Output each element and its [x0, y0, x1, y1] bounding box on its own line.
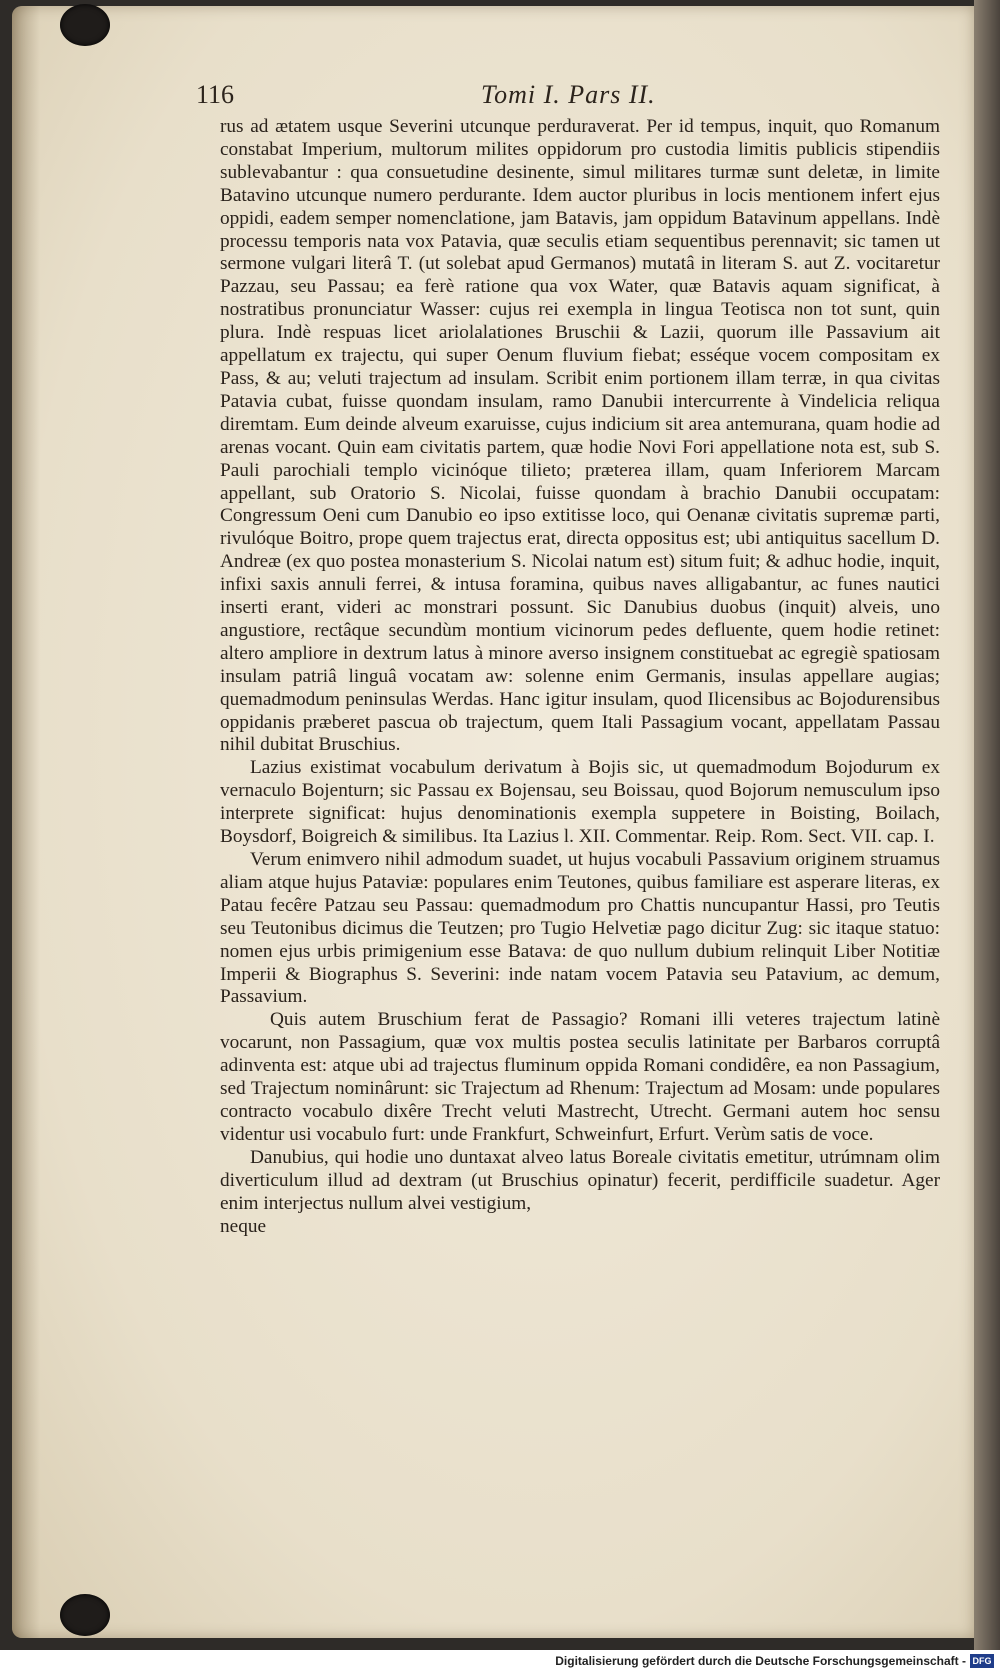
page-gutter-shadow [12, 6, 40, 1638]
dfg-logo: DFG [970, 1654, 994, 1668]
page-edge [974, 0, 1000, 1672]
catchword: neque [220, 1215, 267, 1237]
page-number: 116 [196, 80, 235, 109]
paragraph: Danubius, qui hodie uno duntaxat alveo latus Boreale civitatis emetitur, utrúmnam olim diverticulum illud ad dextram (ut Bruschius opinatur) fecerit, perdifficile suadetur. Ager enim interjectus nullum alvei vestigium, [220, 1146, 940, 1214]
paragraph: rus ad ætatem usque Severini utcunque perduraverat. Per id tempus, inquit, quo Romanum constabat Imperium, multorum milites oppidorum pro custodia limitis publicis stipendiis sublevabantur : qua consuetudine desinente, simul militares turmæ sunt deletæ, in limite Batavino utcunque numero perdurante. Idem auctor pluribus in locis mentionem infert ejus oppidi, eadem semper nomenclatione, jam Batavis, jam oppidum Batavinum appellans. Indè processu temporis nata vox Patavia, quæ seculis etiam sequentibus perennavit; sic tamen ut sermone vulgari literâ T. (ut solebat apud Germanos) mutatâ in literam S. aut Z. vocitaretur Pazzau, seu Passau; ea ferè ratione qua vox Water, quæ Batavis aquam significat, à nostratibus pronunciatur Wasser: cujus rei exempla in lingua Teotisca non tot sunt, quin plura. Indè respuas licet ariolalationes Bruschii & Lazii, quorum ille Passavium ait appellatum ex trajectu, qui super Oenum fluvium fiebat; esséque vocem compositam ex Pass, & au; veluti trajectum ad insulam. Scribit enim portionem illam terræ, in qua civitas Patavia cubat, fuisse quondam insulam, ramo Danubii intercurrente à Vindelicia reliqua diremtam. Eum deinde alveum exaruisse, cujus indicium sit area antemurana, quam hodie ad arenas vocant. Quin eam civitatis partem, quæ hodie Novi Fori appellatione nota est, sub S. Pauli parochiali templo vicinóque tilieto; prætereа illam, quam Inferiorem Marcam appellant, sub Oratorio S. Nicolai, fuisse quondam à brachio Danubii occupatam: Congressum Oeni cum Danubio eo ipso extitisse loco, qui Oenanæ civitatis supremæ parti, rivulóque Boitro, prope quem trajectus erat, directa oppositus est; ubi antiquitus sacellum D. Andreæ (ex quo postea monasterium S. Nicolai natum est) situm fuit; & adhuc hodie, inquit, infixi saxis annuli ferrei, & intusa foramina, quibus naves alligabantur, ac funes nautici inserti erant, videri ac monstrari possunt. Sic Danubius duobus (inquit) alveis, uno angustiore, rectâque secundùm montium vicinorum pedes defluente, quem hodie retinet: altero ampliore in dextrum latus à minore averso insignem constituebat ac egregiè spatiosam insulam patriâ linguâ vocatam aw: solenne enim Germanis, insulas appellare augias; quemadmodum peninsulas Werdas. Hanc igitur insulam, quod Ilicensibus ac Bojodurensibus oppidanis præberet pascua ob trajectum, quem Itali Passagium vocant, appellatam Passau nihil dubitat Bruschius. [220, 116, 940, 756]
paragraph: Quis autem Bruschium ferat de Passagio? Romani illi veteres trajectum latinè vocarunt, non Passagium, quæ vox multis postea seculis latinitate per Barbaros corruptâ adinventa est: atque ubi ad trajectus fluminum oppida Romani condidêre, ea non Passagium, sed Trajectum nominârunt: sic Trajectum ad Rhenum: Trajectum ad Mosam: unde populares contracto vocabulo dixêre Trecht veluti Mastrecht, Utrecht. Germani autem hoc sensu videntur usi vocabulo furt: unde Frankfurt, Schweinfurt, Erfurt. Verùm satis de voce. [220, 1009, 940, 1145]
paragraph: Verum enimvero nihil admodum suadet, ut hujus vocabuli Passavium originem struamus aliam atque hujus Pataviæ: populares enim Teutones, quibus familiare est asperare literas, ex Patau fecêre Patzau seu Passau: quemadmodum pro Chattis nuncupantur Hassi, pro Teutis seu Teutonibus dicimus die Teutzen; pro Tugio Helvetiæ pago dicitur Zug: sic itaque statuo: nomen ejus urbis primigenium esse Batava: de quo nullum dubium relinquit Liber Notitiæ Imperii & Biographus S. Severini: inde natam vocem Patavia seu Patavium, ac demum, Passavium. [220, 849, 940, 1008]
body-text [220, 116, 940, 1238]
running-title: Tomi I. Pars II. [481, 80, 656, 109]
page-header [196, 80, 876, 116]
punch-hole-bottom [60, 1594, 110, 1636]
punch-hole-top [60, 4, 110, 46]
footer-credit: Digitalisierung gefördert durch die Deutsche Forschungsgemeinschaft - [555, 1654, 966, 1668]
footer-bar [0, 1650, 1000, 1672]
paragraph: Lazius existimat vocabulum derivatum à Bojis sic, ut quemadmodum Bojodurum ex vernaculo Bojenturn; sic Passau ex Bojensau, seu Boissau, quod Bojorum nemusculum ipso interprete significat: hujus denominationis exempla suppetere in Boisting, Boilach, Boysdorf, Boigreich & similibus. Ita Lazius l. XII. Commentar. Reip. Rom. Sect. VII. cap. I. [220, 757, 940, 848]
